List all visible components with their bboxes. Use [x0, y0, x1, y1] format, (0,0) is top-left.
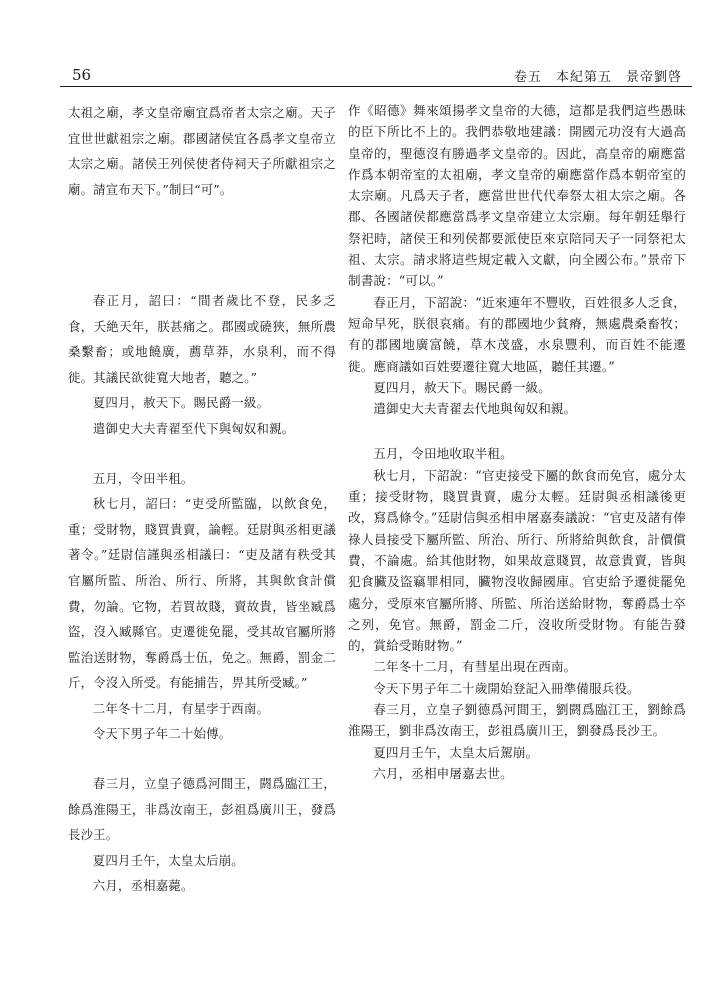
- translation-paragraph: 令天下男子年二十歲開始登記入冊準備服兵役。: [373, 680, 640, 696]
- translation-paragraph: 二年冬十二月，有彗星出現在西南。: [373, 659, 577, 675]
- translation-paragraph: 秋七月，下詔說：“官吏接受下屬的飲食而免官，處分太重；接受財物，賤買貴賣，處分太輕。廷尉與丞相議後更改，寫爲條令。”廷尉信與丞相申屠嘉奏議說：“官吏及諸有俸祿人員接受下屬所監、所治、所行、所將給與飲食，計價償費，不論處。給其他財物，如果故意賤買，故意貴賣，皆與犯食臟及盜竊罪相同，臟物沒收歸國庫。官吏給予遷徙罷免處分，受原來官屬所將、所監、所治送給財物，奪爵爲士卒之列，免官。無爵，罰金二斤，沒收所受財物。有能告發的，賞給受賄財物。”: [348, 467, 686, 654]
- spacer: [68, 262, 336, 288]
- spacer: [348, 419, 686, 443]
- classical-paragraph: 夏四月壬午，太皇太后崩。: [92, 852, 244, 868]
- spacer: [68, 202, 336, 262]
- spacer: [68, 747, 336, 771]
- translation-paragraph: 遣御史大夫青翟去代地與匈奴和親。: [373, 401, 577, 417]
- header-rule: [60, 86, 692, 87]
- classical-paragraph: 夏四月，赦天下。賜民爵一級。: [92, 395, 270, 411]
- translation-column: [348, 100, 686, 784]
- translation-paragraph: 五月，令田地收取半租。: [373, 446, 513, 462]
- spacer: [68, 442, 336, 466]
- translation-paragraph: 春三月，立皇子劉德爲河間王，劉閼爲臨江王，劉餘爲淮陽王，劉非爲汝南王，彭祖爲廣川王，劉發爲長沙王。: [348, 702, 686, 739]
- classical-paragraph: 太祖之廟，孝文皇帝廟宜爲帝者太宗之廟。天子宜世世獻祖宗之廟。郡國諸侯宜各爲孝文皇帝立太宗之廟。諸侯王列侯使者侍祠天子所獻祖宗之廟。請宣布天下。”制曰“可”。: [68, 105, 336, 197]
- classical-text-column: [68, 100, 336, 899]
- classical-paragraph: 遣御史大夫青翟至代下與匈奴和親。: [92, 420, 295, 436]
- running-title: 卷五 本紀第五 景帝劉啓: [513, 70, 682, 85]
- translation-paragraph: 夏四月壬午，太皇太后駕崩。: [373, 744, 539, 760]
- classical-paragraph: 六月，丞相嘉薨。: [92, 878, 194, 894]
- translation-paragraph: 六月，丞相申屠嘉去世。: [373, 765, 513, 781]
- classical-paragraph: 春三月，立皇子德爲河間王，閼爲臨江王，餘爲淮陽王，非爲汝南王，彭祖爲廣川王，發爲長沙王。: [68, 776, 336, 843]
- translation-paragraph: 春正月，下詔說：“近來連年不豐收，百姓很多人乏食，短命早死，朕很哀痛。有的郡國地少貧瘠，無處農桑畜牧；有的郡國地廣富饒，草木茂盛，水泉豐利，而百姓不能遷徙。應商議如百姓要遷往寬大地區，聽任其遷。”: [348, 294, 686, 374]
- translation-paragraph: 作《昭德》舞來頌揚孝文皇帝的大德，這都是我們這些愚昧的臣下所比不上的。我們恭敬地建議：開國元功沒有大過高皇帝的，聖德沒有勝過孝文皇帝的。因此，高皇帝的廟應當作爲本朝帝室的太祖廟，孝文皇帝的廟應當作爲本朝帝室的太宗廟。凡爲天子者，應當世世代代奉祭太祖太宗之廟。各郡、各國諸侯都應當爲孝文皇帝建立太宗廟。每年朝廷舉行祭祀時，諸侯王和列侯都要派使臣來京陪同天子一同祭祀太祖、太宗。請求將這些規定載入文獻，向全國公布。”景帝下制書說：“可以。”: [348, 103, 686, 289]
- page-number: 56: [72, 66, 92, 84]
- page-header: [60, 58, 692, 84]
- classical-paragraph: 令天下男子年二十始傅。: [92, 726, 232, 742]
- classical-paragraph: 五月，令田半租。: [92, 470, 194, 486]
- classical-paragraph: 春正月，詔曰：“間者歲比不登，民多乏食，夭絶天年，朕甚痛之。郡國或磽狹，無所農桑繫畜；或地饒廣，薦草莽，水泉利，而不得徙。其議民欲徙寬大地者，聽之。”: [68, 292, 336, 385]
- classical-paragraph: 二年冬十二月，有星孛于西南。: [92, 700, 270, 716]
- translation-paragraph: 夏四月，赦天下。賜民爵一級。: [373, 379, 551, 395]
- classical-paragraph: 秋七月，詔曰：“吏受所監臨，以飲食免，重；受財物，賤買貴賣，論輕。廷尉與丞相更議著令。”廷尉信謹與丞相議曰：“吏及諸有秩受其官屬所監、所治、所行、所將，其與飲食計償費，勿論。它物，若買故賤，賣故貴，皆坐臧爲盜，沒入臧縣官。吏遷徙免罷，受其故官屬所將監治送財物，奪爵爲士伍，免之。無爵，罰金二斤，令沒入所受。有能捕告，畀其所受臧。”: [68, 496, 336, 691]
